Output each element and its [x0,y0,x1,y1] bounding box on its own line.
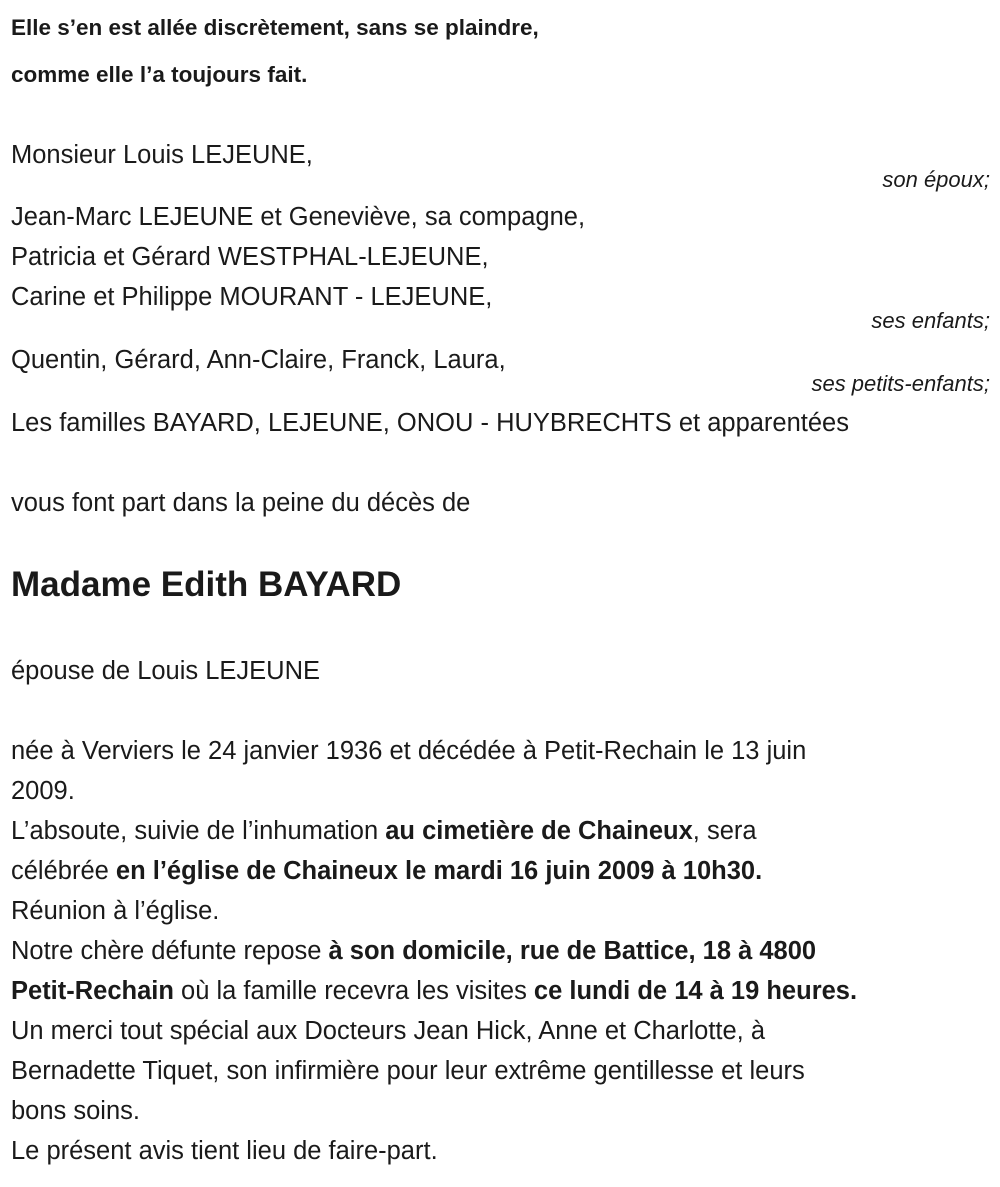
text-segment: Bernadette Tiquet, son infirmière pour leur extrême gentillesse et leurs [11,1057,805,1085]
body-line [11,931,816,971]
emphasized-text: à son domicile, rue de Battice, 18 à 4800 [328,937,817,965]
text-segment: célébrée [11,857,116,885]
family-member: Carine et Philippe MOURANT - LEJEUNE, [11,283,493,311]
body-line [11,1091,140,1131]
text-segment: Le présent avis tient lieu de faire-part. [11,1137,438,1165]
spouse-line: épouse de Louis LEJEUNE [11,657,321,685]
body-line [11,811,757,851]
text-segment: née à Verviers le 24 janvier 1936 et décédée à Petit-Rechain le 13 juin [11,737,807,765]
text-segment: où la famille recevra les visites [173,977,534,1005]
intro-line: Elle s’en est allée discrètement, sans se plaindre, [11,15,539,40]
text-segment: , sera [692,817,757,845]
relation-label: ses enfants; [871,308,990,333]
emphasized-text: au cimetière de Chaineux [385,817,693,845]
announcement: vous font part dans la peine du décès de [11,489,471,517]
body-line [11,771,75,811]
body-line [11,1011,765,1051]
emphasized-text: en l’église de Chaineux le mardi 16 juin 2009 à 10h30. [115,857,763,885]
family-member: Monsieur Louis LEJEUNE, [11,141,313,169]
family-member: Patricia et Gérard WESTPHAL-LEJEUNE, [11,243,489,271]
relation-label: son époux; [882,167,990,192]
family-member: Jean-Marc LEJEUNE et Geneviève, sa compagne, [11,203,586,231]
text-segment: Un merci tout spécial aux Docteurs Jean Hick, Anne et Charlotte, à [11,1017,766,1045]
deceased-name: Madame Edith BAYARD [11,565,402,604]
text-segment: 2009. [11,777,75,805]
body-line [11,1131,438,1171]
body-line [11,971,857,1011]
body-line [11,731,806,771]
family-member: Les familles BAYARD, LEJEUNE, ONOU - HUYBRECHTS et apparentées [11,409,849,437]
family-member: Quentin, Gérard, Ann-Claire, Franck, Laura, [11,346,506,374]
body-line [11,851,762,891]
text-segment: Notre chère défunte repose [11,937,329,965]
relation-label: ses petits-enfants; [811,371,990,396]
emphasized-text: Petit-Rechain [11,977,174,1005]
text-segment: Réunion à l’église. [11,897,220,925]
text-segment: bons soins. [11,1097,140,1125]
emphasized-text: ce lundi de 14 à 19 heures. [533,977,858,1005]
body-line [11,891,219,931]
body-line [11,1051,805,1091]
text-segment: L’absoute, suivie de l’inhumation [11,817,386,845]
intro-line: comme elle l’a toujours fait. [11,62,308,87]
